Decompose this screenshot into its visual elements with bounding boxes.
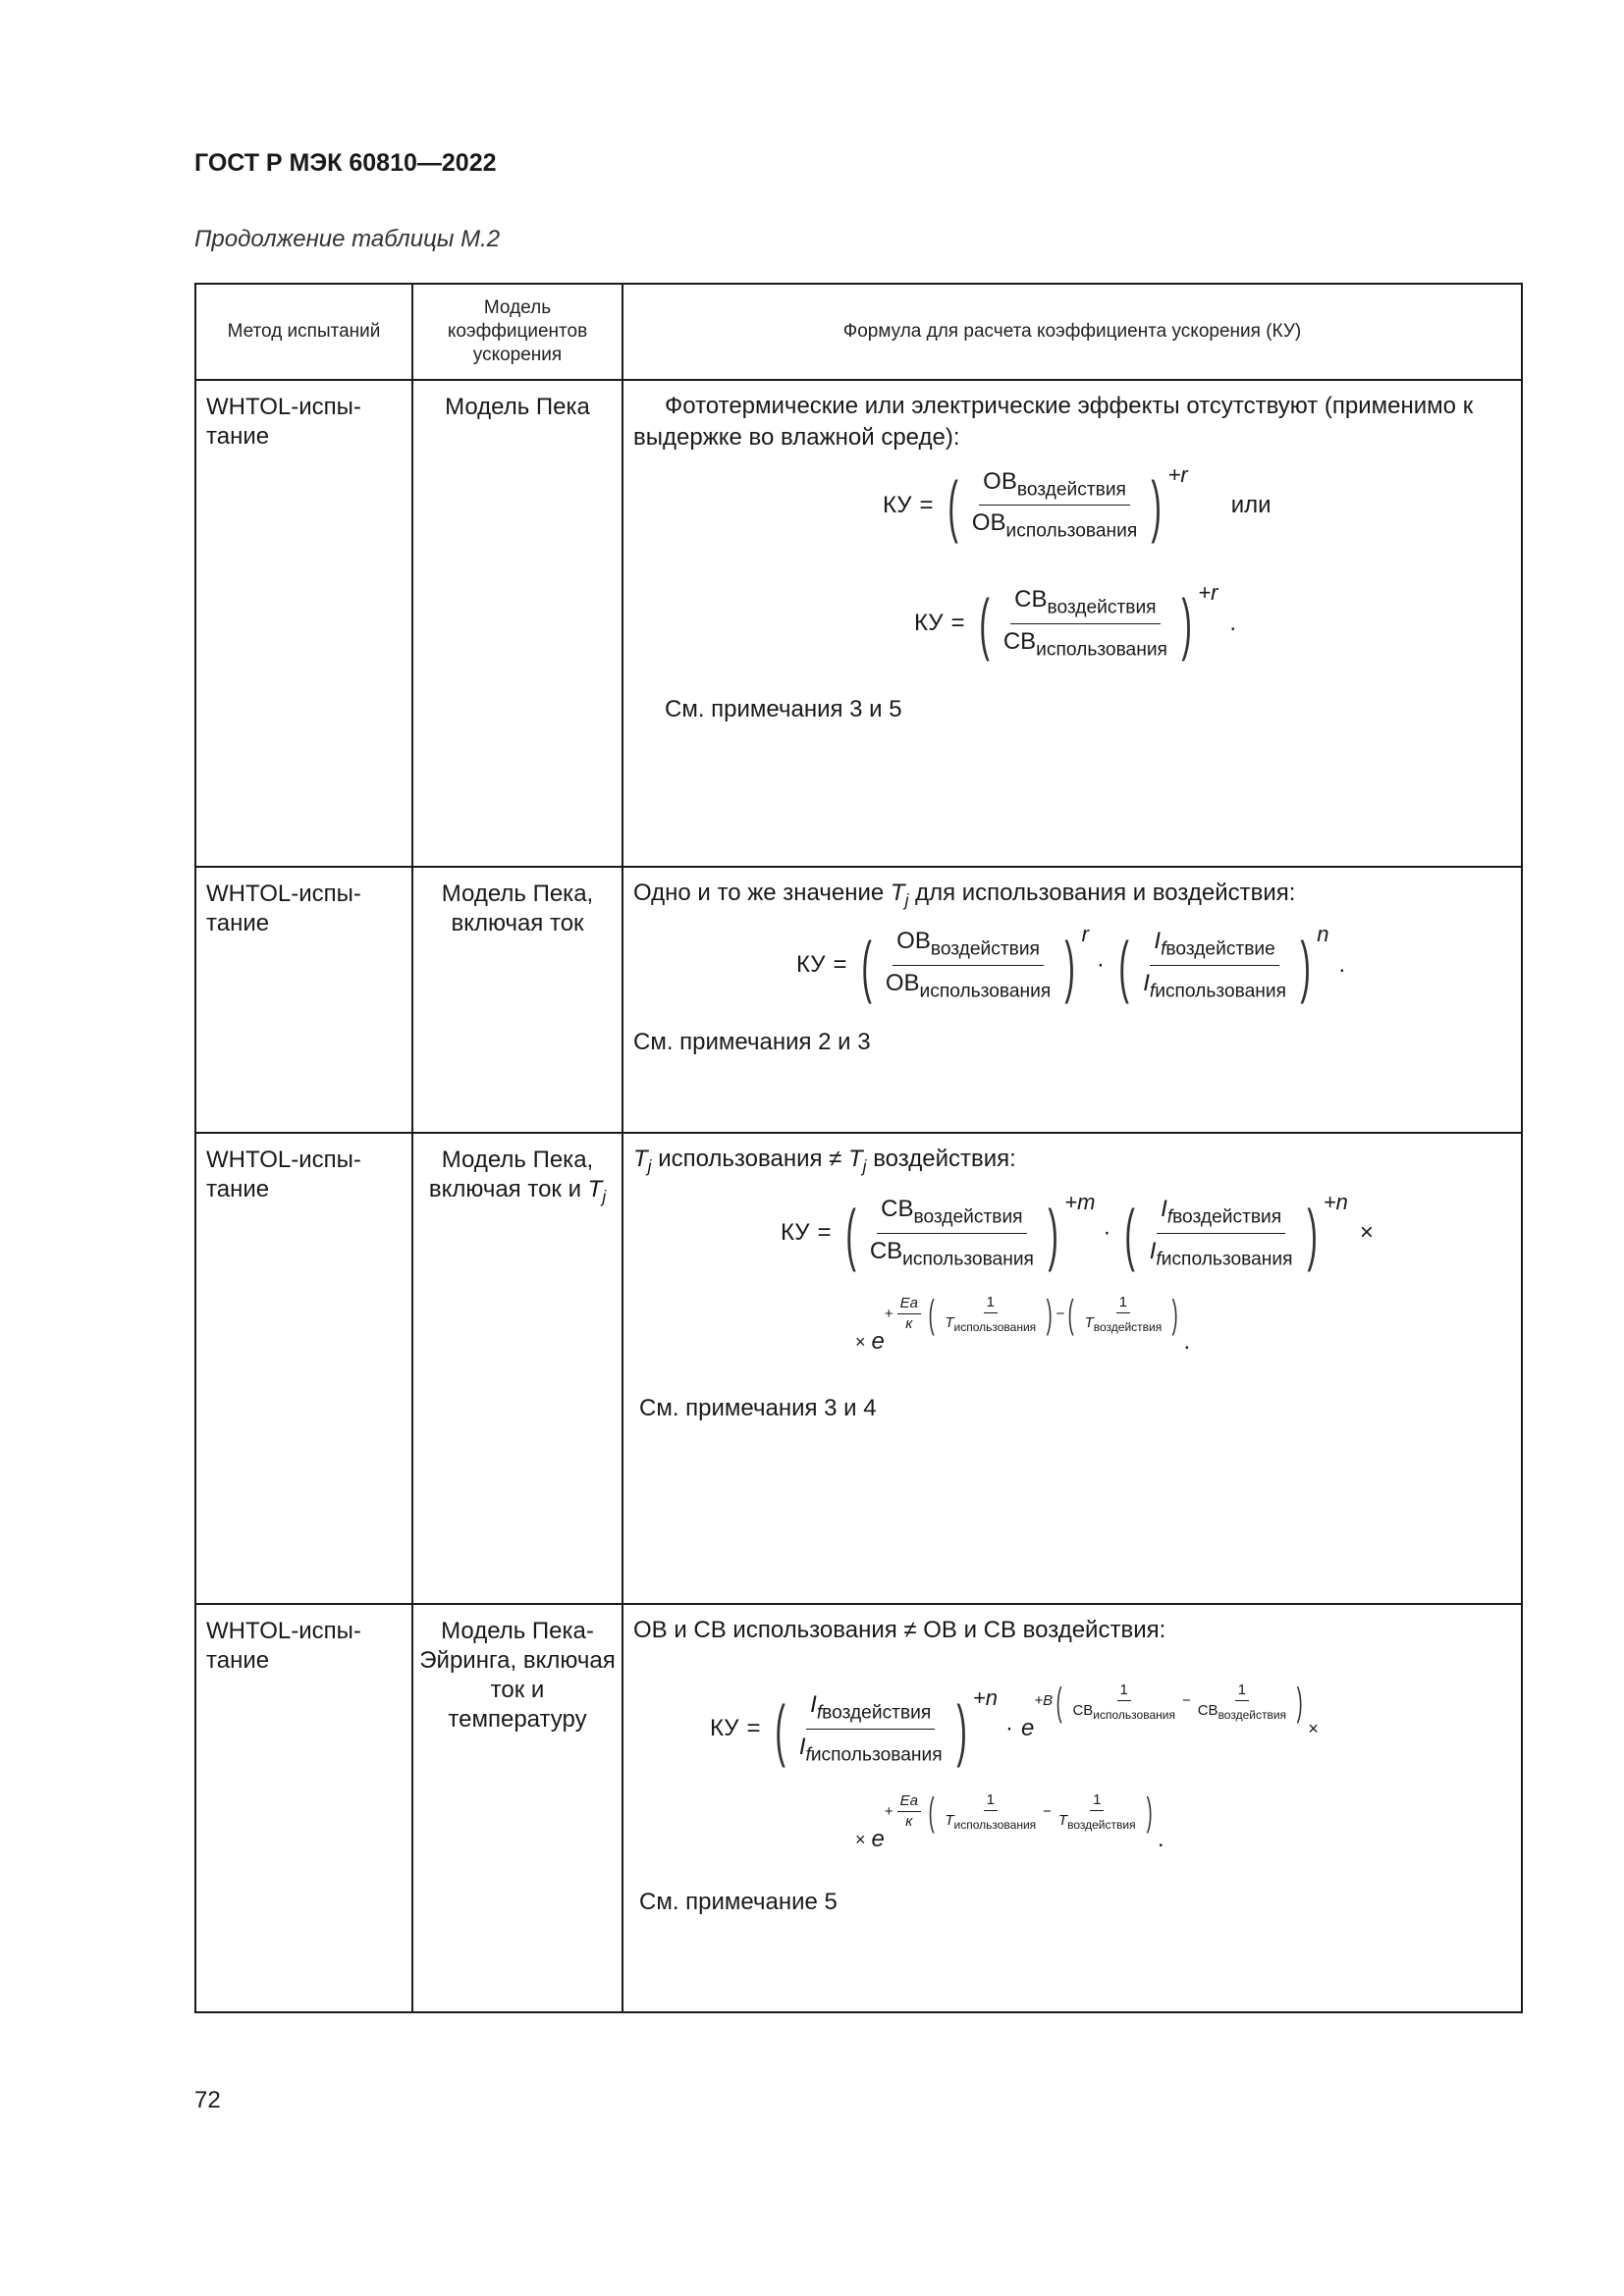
row1-intro: Фототермические или электрические эффекты отсутствуют (применимо к выдержке во влажной среде): [633, 393, 1474, 452]
row4-note: См. примечание 5 [639, 1889, 838, 1916]
row4-model: Модель Пека-Эйринга, включая ток и температуру [412, 1604, 623, 2012]
row2-intro: Одно и то же значение $T_j$ для использования и воздействия: [633, 880, 1296, 911]
row3-formula-exp: × e + $\frac{Ea}{к}$ ( $\frac{1}{T_{использования}}$ ) − ( $\frac{1}{T_{воздействия}}$ ) . [855, 1292, 1191, 1355]
row4-exponent-b: +B ( $\frac{1}{СВ_{использования}}$ − $\frac{1}{СВ_{воздействия}}$ ) [1034, 1680, 1303, 1724]
row1-model: Модель Пека [412, 380, 623, 867]
row2-formula-cell [623, 867, 1522, 1133]
row4-formula-cell [623, 1604, 1522, 2012]
row1-formula-cell [623, 380, 1522, 867]
row2-method: WHTOL-испы-тание [195, 867, 412, 1133]
table-row [195, 1604, 1522, 2012]
row3-method: WHTOL-испы-тание [195, 1133, 412, 1604]
column-header-model: Модель коэффициентов ускорения [412, 284, 623, 380]
row1-method: WHTOL-испы-тание [195, 380, 412, 867]
row2-formula: КУ = ( $\frac{ОВ_{воздействия}}{ОВ_{использования}}$ ) r · ( $\frac{I_{fвоздействие}}{I_{fиспользования}}$ ) n . [796, 922, 1346, 1004]
row3-exponent: + $\frac{Ea}{к}$ ( $\frac{1}{T_{использования}}$ ) − ( $\frac{1}{T_{воздействия}}$ ) [884, 1292, 1178, 1336]
table-caption: Продолжение таблицы М.2 [194, 226, 501, 252]
column-header-formula: Формула для расчета коэффициента ускорения (КУ) [623, 284, 1522, 380]
row4-formula-exp: × e + $\frac{Ea}{к}$ ( $\frac{1}{T_{использования}}$ − $\frac{1}{T_{воздействия}}$ ) . [855, 1789, 1164, 1852]
table-row [195, 867, 1522, 1133]
row2-model: Модель Пека, включая ток [412, 867, 623, 1133]
row3-note: См. примечания 3 и 4 [639, 1395, 877, 1422]
row4-exponent-ea: + $\frac{Ea}{к}$ ( $\frac{1}{T_{использования}}$ − $\frac{1}{T_{воздействия}}$ ) [884, 1789, 1153, 1834]
row1-formula-ah: КУ = ( $\frac{СВ_{воздействия}}{СВ_{использования}}$ ) +r . [914, 580, 1237, 663]
row3-model: Модель Пека, включая ток и $T_j$ [412, 1133, 623, 1604]
column-header-method: Метод испытаний [195, 284, 412, 380]
row3-formula-main: КУ = ( $\frac{СВ_{воздействия}}{СВ_{использования}}$ ) +m · ( $\frac{I_{fвоздействия}}{I_{fиспользования}}$ ) +n × [781, 1190, 1374, 1272]
row4-intro: ОВ и СВ использования ≠ ОВ и СВ воздействия: [633, 1617, 1166, 1643]
row2-note: См. примечания 2 и 3 [633, 1028, 871, 1055]
row3-intro: $T_j$ использования ≠ $T_j$ воздействия: [633, 1146, 1016, 1177]
table-row [195, 380, 1522, 867]
row1-note: См. примечания 3 и 5 [665, 696, 902, 723]
table-row [195, 1133, 1522, 1604]
row1-formula-rh: КУ = ( $\frac{ОВ_{воздействия}}{ОВ_{использования}}$ ) +r или [883, 461, 1272, 544]
acceleration-table [194, 283, 1523, 2013]
row4-formula-main: КУ = ( $\frac{I_{fвоздействия}}{I_{fиспользования}}$ ) +n · e +B ( $\frac{1}{СВ_{использования}}$ − $\frac{1}{СВ_{воздействия}}$ ) × [710, 1680, 1319, 1768]
page-number: 72 [194, 2087, 221, 2113]
table-header-row [195, 284, 1522, 380]
row3-formula-cell [623, 1133, 1522, 1604]
row4-method: WHTOL-испы-тание [195, 1604, 412, 2012]
document-code: ГОСТ Р МЭК 60810—2022 [194, 149, 497, 177]
